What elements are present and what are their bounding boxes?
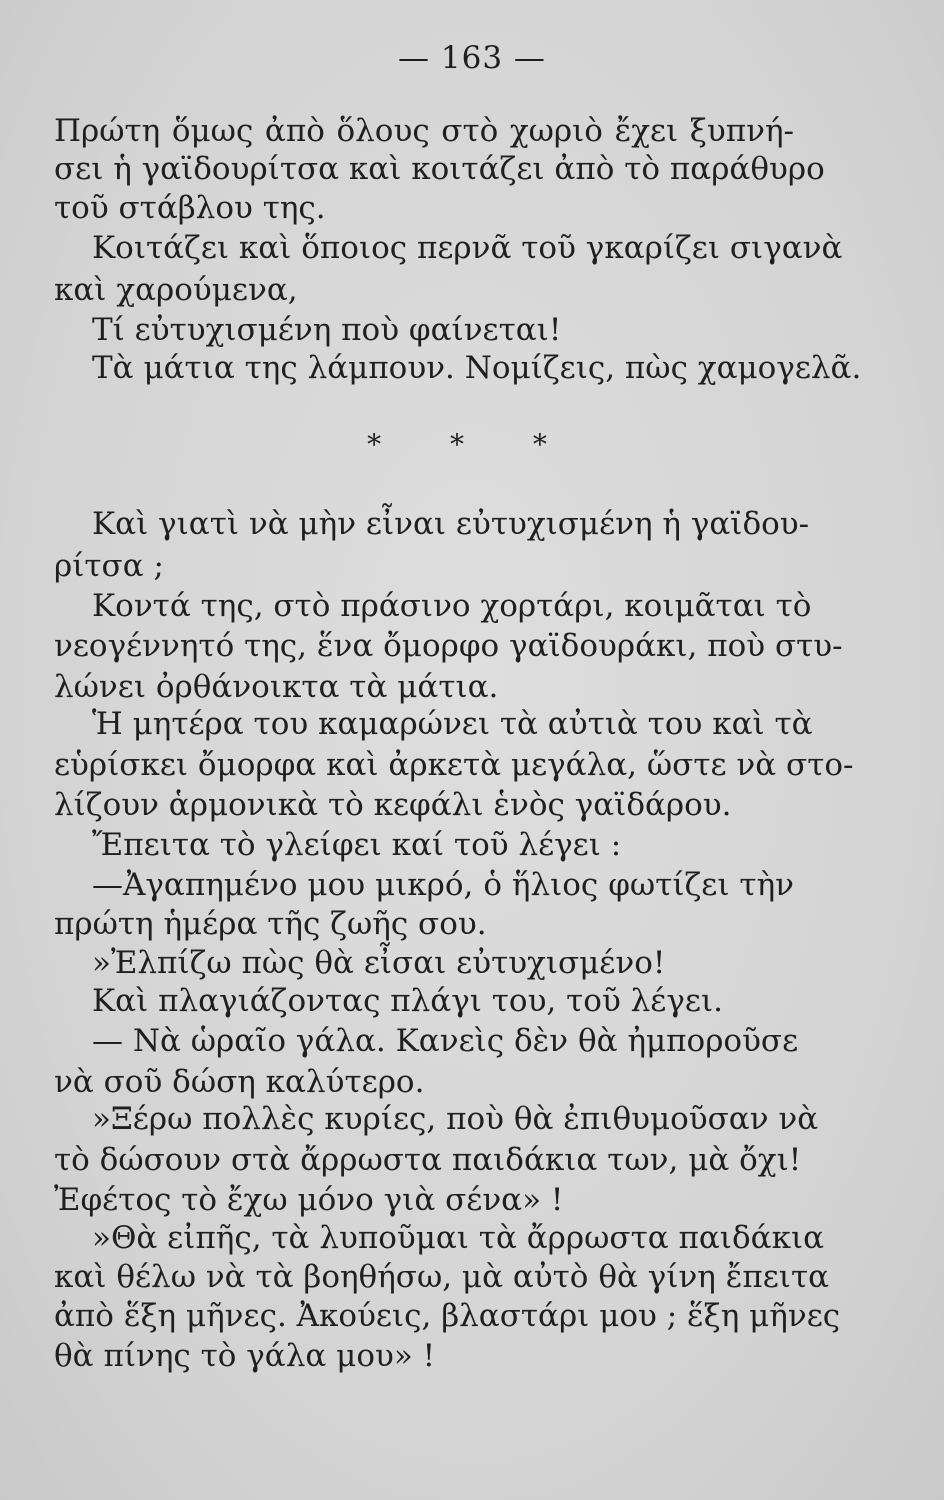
text-line: πρώτη ἡμέρα τῆς ζωῆς σου. (54, 906, 487, 942)
text-line: Τί εὐτυχισμένη ποὺ φαίνεται! (92, 312, 562, 348)
text-line: Κοντά της, στὸ πράσινο χορτάρι, κοιμᾶται τὸ (92, 588, 812, 624)
text-line: Πρώτη ὅμως ἀπὸ ὅλους στὸ χωριὸ ἔχει ξυπνή- (54, 113, 794, 149)
text-line: εὑρίσκει ὄμορφα καὶ ἀρκετὰ μεγάλα, ὥστε νὰ στο- (54, 747, 854, 783)
page-number: — 163 — (398, 40, 546, 76)
text-line: Τὰ μάτια της λάμπουν. Νομίζεις, πὼς χαμογελᾶ. (92, 350, 862, 386)
text-line: Καὶ γιατὶ νὰ μὴν εἶναι εὐτυχισμένη ἡ γαϊδου- (92, 506, 810, 542)
text-line: σει ἡ γαϊδουρίτσα καὶ κοιτάζει ἀπὸ τὸ παράθυρο (54, 151, 825, 187)
text-line: Καὶ πλαγιάζοντας πλάγι του, τοῦ λέγει. (92, 983, 723, 1019)
text-line: ρίτσα ; (54, 548, 164, 584)
text-line: Ἡ μητέρα του καμαρώνει τὰ αὐτιὰ του καὶ τὰ (92, 706, 813, 742)
text-line: »Ξέρω πολλὲς κυρίες, ποὺ θὰ ἐπιθυμοῦσαν νὰ (92, 1101, 819, 1137)
text-line: τὸ δώσουν στὰ ἄρρωστα παιδάκια των, μὰ ὄχι! (54, 1142, 802, 1178)
text-line: λίζουν ἁρμονικὰ τὸ κεφάλι ἑνὸς γαϊδάρου. (54, 787, 732, 823)
text-line: Ἔπειτα τὸ γλείφει καί τοῦ λέγει : (92, 827, 622, 863)
text-line: ἀπὸ ἕξη μῆνες. Ἀκούεις, βλαστάρι μου ; ἕξη μῆνες (54, 1298, 841, 1334)
text-line: τοῦ στάβλου της. (54, 190, 326, 226)
section-separator: * * * (367, 428, 577, 461)
text-line: Ἐφέτος τὸ ἔχω μόνο γιὰ σένα» ! (54, 1182, 564, 1218)
text-line: νεογέννητό της, ἕνα ὄμορφο γαϊδουράκι, ποὺ στυ- (54, 628, 843, 664)
text-line: νὰ σοῦ δώση καλύτερο. (54, 1064, 425, 1100)
text-line: »Ἐλπίζω πὼς θὰ εἶσαι εὐτυχισμένο! (92, 945, 666, 981)
text-line: — Νὰ ὡραῖο γάλα. Κανεὶς δὲν θὰ ἠμποροῦσε (92, 1023, 799, 1059)
text-line: καὶ θέλω νὰ τὰ βοηθήσω, μὰ αὐτὸ θὰ γίνη ἔπειτα (54, 1259, 830, 1295)
text-line: λώνει ὀρθάνοικτα τὰ μάτια. (54, 669, 499, 705)
text-line: θὰ πίνης τὸ γάλα μου» ! (54, 1338, 436, 1374)
text-line: —Ἀγαπημένο μου μικρό, ὁ ἥλιος φωτίζει τὴν (92, 867, 794, 903)
text-line: Κοιτάζει καὶ ὅποιος περνᾶ τοῦ γκαρίζει σιγανὰ (92, 230, 843, 266)
text-line: καὶ χαρούμενα, (54, 272, 298, 308)
text-line: »Θὰ εἰπῆς, τὰ λυποῦμαι τὰ ἄρρωστα παιδάκια (92, 1220, 825, 1256)
